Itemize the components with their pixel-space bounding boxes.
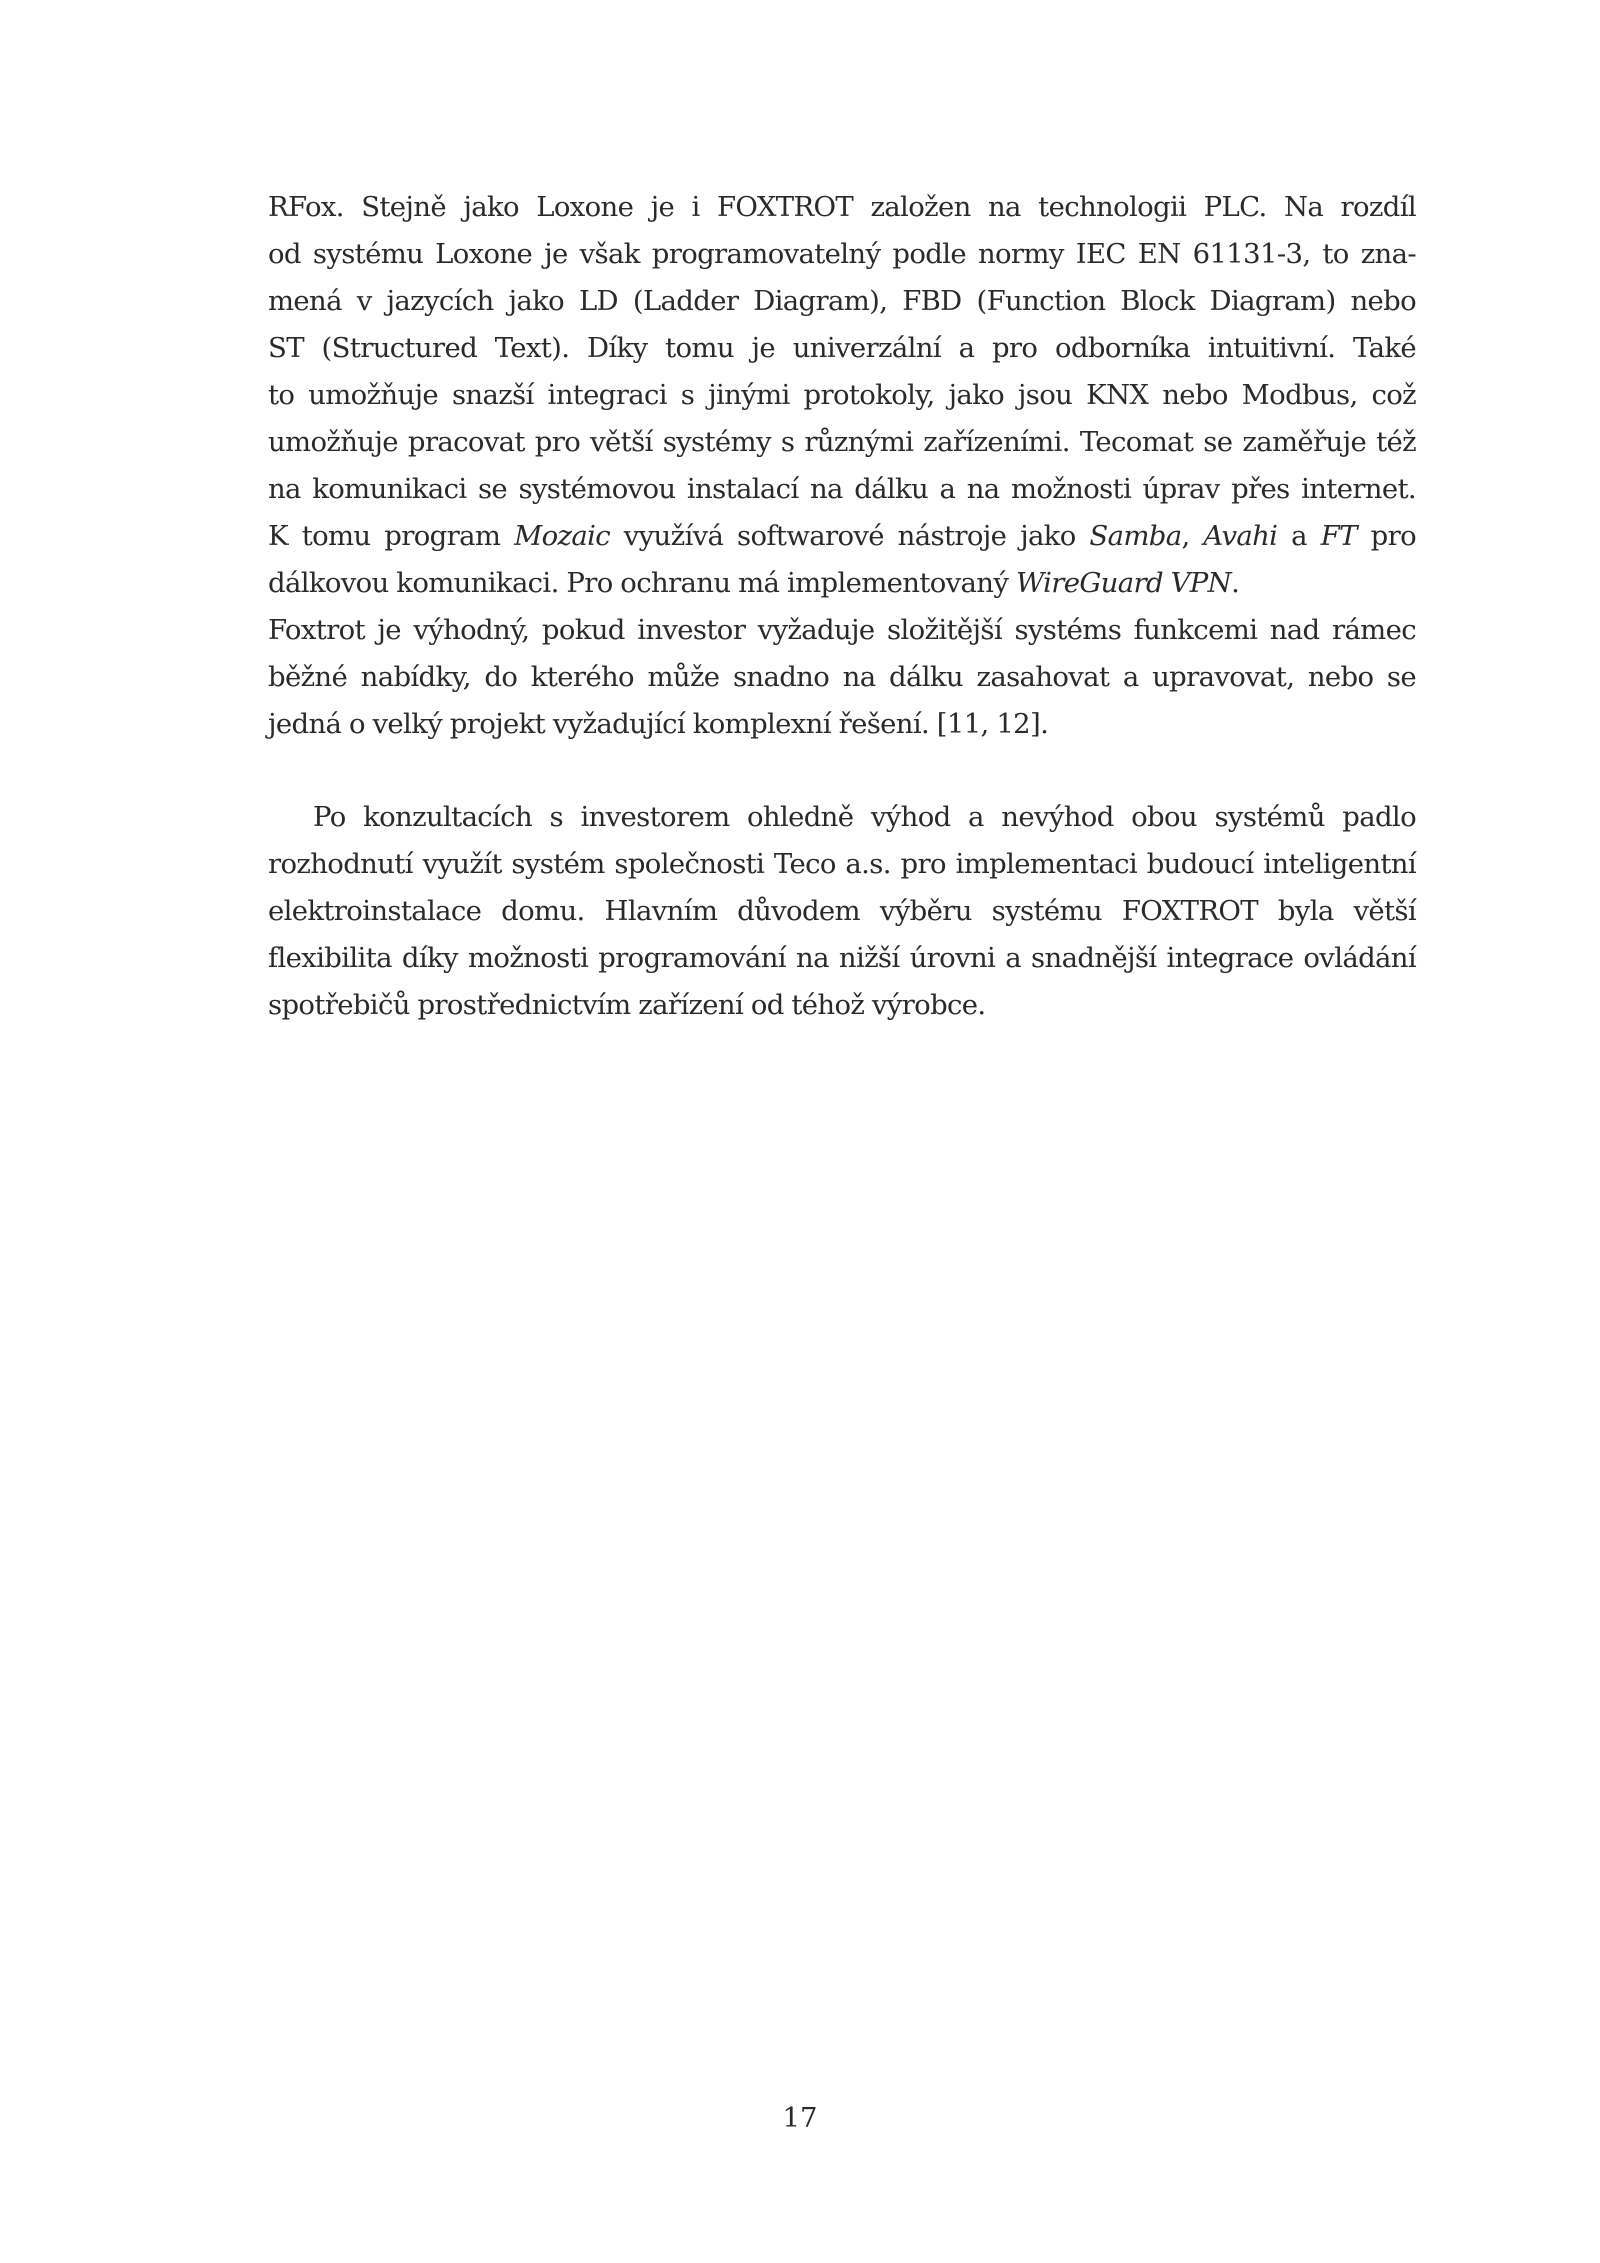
page-number: 17 bbox=[782, 2102, 818, 2134]
text-line: běžné nabídky, do kterého může snadno na dálku zasahovat a upravovat, nebo se bbox=[268, 661, 1416, 693]
paragraph-foxtrot-description bbox=[268, 184, 1416, 748]
paragraph-gap bbox=[268, 748, 1416, 794]
text-line: spotřebičů prostřednictvím zařízení od téhož výrobce. bbox=[268, 989, 986, 1021]
text-line: rozhodnutí využít systém společnosti Teco a.s. pro implementaci budoucí inteligentní bbox=[268, 848, 1416, 880]
software-name-samba: Samba bbox=[1089, 520, 1182, 552]
text-run: využívá softwarové nástroje jako bbox=[609, 520, 1090, 552]
text-run: a bbox=[1277, 520, 1321, 552]
paragraph-decision bbox=[268, 794, 1416, 1029]
software-name-mozaic: Mozaic bbox=[514, 520, 610, 552]
text-run: . bbox=[1231, 567, 1240, 599]
text-line: elektroinstalace domu. Hlavním důvodem výběru systému FOXTROT byla větší bbox=[268, 895, 1416, 927]
text-run: pro bbox=[1356, 520, 1416, 552]
text-line: mená v jazycích jako LD (Ladder Diagram), FBD (Function Block Diagram) nebo bbox=[268, 285, 1416, 317]
text-line: ST (Structured Text). Díky tomu je univerzální a pro odborníka intuitivní. Také bbox=[268, 332, 1416, 364]
software-name-avahi: Avahi bbox=[1203, 520, 1278, 552]
body-text bbox=[268, 184, 1416, 1029]
text-line: to umožňuje snazší integraci s jinými protokoly, jako jsou KNX nebo Modbus, což bbox=[268, 379, 1416, 411]
text-line bbox=[268, 560, 1416, 607]
text-line: Foxtrot je výhodný, pokud investor vyžaduje složitější systéms funkcemi nad rámec bbox=[268, 614, 1416, 646]
text-line: Po konzultacích s investorem ohledně výhod a nevýhod obou systémů padlo bbox=[313, 801, 1416, 833]
software-name-wireguard: WireGuard VPN bbox=[1015, 567, 1232, 599]
text-line: umožňuje pracovat pro větší systémy s různými zařízeními. Tecomat se zaměřuje též bbox=[268, 426, 1416, 458]
text-run: , bbox=[1181, 520, 1204, 552]
text-line: na komunikaci se systémovou instalací na dálku a na možnosti úprav přes internet. bbox=[268, 473, 1416, 505]
text-line bbox=[268, 513, 1416, 560]
text-run: K tomu program bbox=[268, 520, 515, 552]
software-name-ft: FT bbox=[1320, 520, 1357, 552]
text-line: jedná o velký projekt vyžadující komplexní řešení. [11, 12]. bbox=[268, 708, 1049, 740]
text-line: RFox. Stejně jako Loxone je i FOXTROT založen na technologii PLC. Na rozdíl bbox=[268, 191, 1416, 223]
text-run: dálkovou komunikaci. Pro ochranu má implementovaný bbox=[268, 567, 1016, 599]
text-line: od systému Loxone je však programovatelný podle normy IEC EN 61131-3, to zna- bbox=[268, 238, 1416, 270]
text-line: flexibilita díky možnosti programování na nižší úrovni a snadnější integrace ovládání bbox=[268, 942, 1416, 974]
